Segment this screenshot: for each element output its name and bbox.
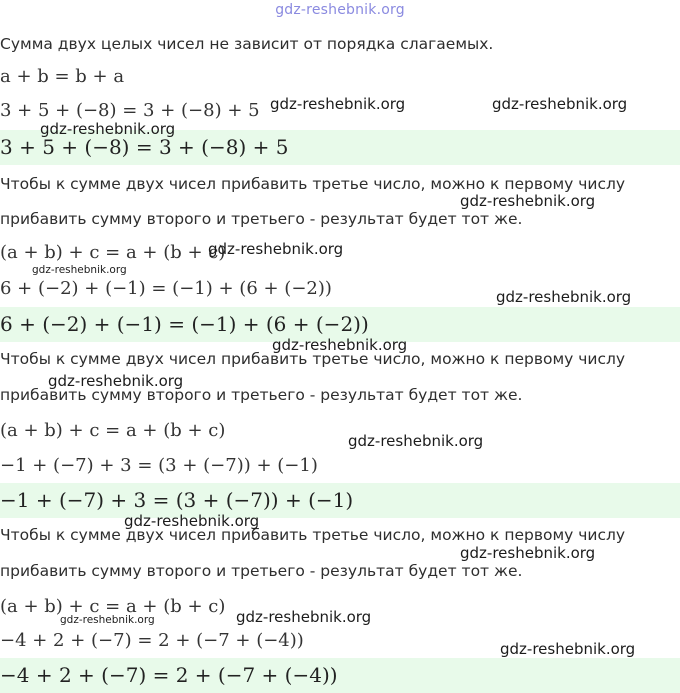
formula-2: (a + b) + c = a + (b + c)	[0, 242, 226, 263]
watermark: gdz-reshebnik.org	[48, 372, 184, 390]
answer-band-3	[0, 483, 680, 518]
watermark: gdz-reshebnik.org	[270, 95, 406, 113]
answer-2: 6 + (−2) + (−1) = (−1) + (6 + (−2))	[0, 312, 369, 336]
watermark: gdz-reshebnik.org	[348, 432, 484, 450]
formula-3: (a + b) + c = a + (b + c)	[0, 420, 226, 441]
work-3: −1 + (−7) + 3 = (3 + (−7)) + (−1)	[0, 455, 318, 476]
work-1: 3 + 5 + (−8) = 3 + (−8) + 5	[0, 100, 260, 121]
watermark: gdz-reshebnik.org	[272, 336, 408, 354]
watermark: gdz-reshebnik.org	[60, 614, 155, 626]
watermark: gdz-reshebnik.org	[500, 640, 636, 658]
formula-4: (a + b) + c = a + (b + c)	[0, 596, 226, 617]
rule-3-line-1: Чтобы к сумме двух чисел прибавить третье число, можно к первому числу	[0, 350, 626, 368]
watermark: gdz-reshebnik.org	[492, 95, 628, 113]
work-2: 6 + (−2) + (−1) = (−1) + (6 + (−2))	[0, 278, 332, 299]
watermark: gdz-reshebnik.org	[124, 512, 260, 530]
answer-band-4	[0, 658, 680, 693]
work-4: −4 + 2 + (−7) = 2 + (−7 + (−4))	[0, 630, 304, 651]
rule-1: Сумма двух целых чисел не зависит от порядка слагаемых.	[0, 35, 494, 53]
rule-4-line-1: Чтобы к сумме двух чисел прибавить третье число, можно к первому числу	[0, 526, 626, 544]
rule-2-line-1: Чтобы к сумме двух чисел прибавить третье число, можно к первому числу	[0, 175, 626, 193]
formula-1: a + b = b + a	[0, 66, 125, 87]
watermark: gdz-reshebnik.org	[208, 240, 344, 258]
rule-2-line-2: прибавить сумму второго и третьего - результат будет тот же.	[0, 210, 523, 228]
watermark: gdz-reshebnik.org	[40, 120, 176, 138]
answer-1: 3 + 5 + (−8) = 3 + (−8) + 5	[0, 135, 289, 159]
watermark: gdz-reshebnik.org	[236, 608, 372, 626]
rule-4-line-2: прибавить сумму второго и третьего - результат будет тот же.	[0, 562, 523, 580]
watermark: gdz-reshebnik.org	[496, 288, 632, 306]
header-watermark: gdz-reshebnik.org	[275, 2, 405, 18]
watermark: gdz-reshebnik.org	[460, 544, 596, 562]
watermark: gdz-reshebnik.org	[32, 264, 127, 276]
rule-3-line-2: прибавить сумму второго и третьего - результат будет тот же.	[0, 386, 523, 404]
answer-3: −1 + (−7) + 3 = (3 + (−7)) + (−1)	[0, 488, 354, 512]
answer-4: −4 + 2 + (−7) = 2 + (−7 + (−4))	[0, 663, 338, 687]
watermark: gdz-reshebnik.org	[460, 192, 596, 210]
